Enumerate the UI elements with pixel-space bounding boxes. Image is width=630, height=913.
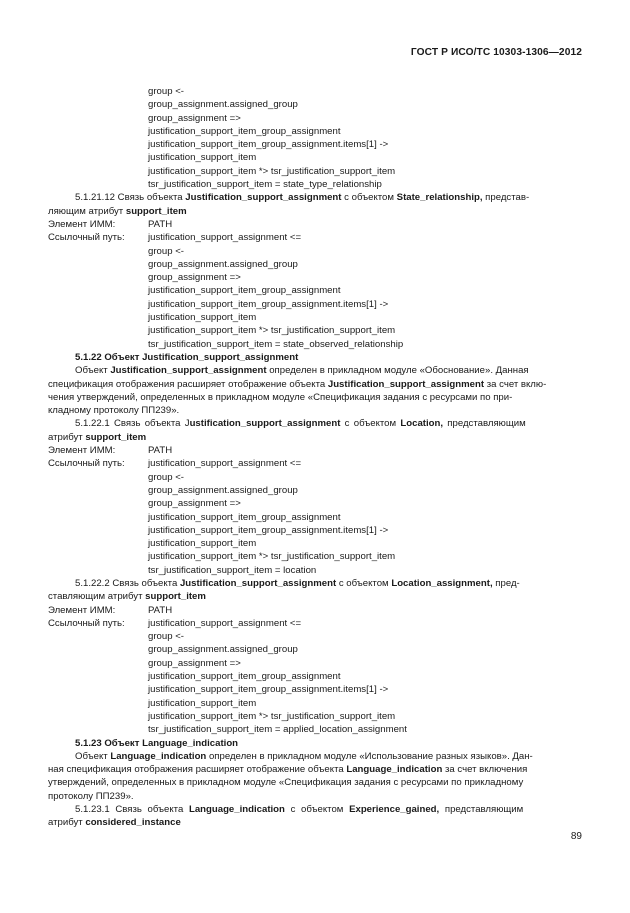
path-line: justification_support_item: [148, 312, 257, 324]
path-line: justification_support_item_group_assignment: [148, 125, 341, 137]
path-line: tsr_justification_support_item = location: [148, 564, 317, 576]
path-line: group_assignment =>: [148, 272, 241, 284]
reference-path-row: Ссылочный путь: justification_support_assignment <=: [48, 458, 302, 470]
path-line: group <-: [148, 86, 184, 97]
page-number: 89: [570, 831, 582, 842]
path-line: justification_support_item_group_assignment.items[1] ->: [148, 298, 389, 310]
path-line: group <-: [148, 631, 184, 643]
section-5-1-23-1: [48, 803, 584, 830]
path-line: justification_support_item_group_assignment: [148, 285, 341, 297]
paragraph-line: кладному протоколу ПП239».: [48, 405, 180, 417]
section-heading-line: атрибут considered_instance: [48, 817, 181, 829]
path-line: justification_support_item_group_assignment.items[1] ->: [148, 524, 389, 536]
path-line: group_assignment.assigned_group: [148, 99, 298, 111]
aim-element-row: Элемент ИММ: PATH: [48, 445, 173, 457]
path-line: justification_support_item: [148, 697, 257, 709]
path-line: group <-: [148, 245, 184, 257]
paragraph-line: чения утверждений, определенных в прикладном модуле «Спецификация задания с ресурсами по при-: [48, 391, 513, 403]
path-line: group_assignment.assigned_group: [148, 644, 298, 656]
path-line: group_assignment.assigned_group: [148, 484, 298, 496]
section-5-1-21-12: [48, 191, 584, 351]
section-title: 5.1.23 Объект Language_indication: [75, 737, 239, 749]
path-line: group_assignment =>: [148, 498, 241, 510]
aim-element-row: Элемент ИММ: PATH: [48, 218, 173, 230]
document-header: ГОСТ Р ИСО/ТС 10303-1306—2012: [410, 47, 582, 58]
paragraph-line: Объект Justification_support_assignment определен в прикладном модуле «Обоснование». Данная: [75, 365, 529, 377]
paragraph-line: Объект Language_indication определен в прикладном модуле «Использование разных языков». Дан-: [75, 750, 533, 762]
section-heading-line: ляющим атрибут support_item: [48, 205, 187, 217]
paragraph-line: протоколу ПП239».: [48, 790, 134, 802]
paragraph-line: ная спецификация отображения расширяет отображение объекта Language_indication за счет включения: [48, 764, 528, 776]
section-heading-line: 5.1.22.2 Связь объекта Justification_support_assignment с объектом Location_assignment, пред-: [75, 577, 520, 589]
paragraph-line: утверждений, определенных в прикладном модуле «Спецификация задания с ресурсами по прикладному: [48, 777, 524, 789]
reference-path-row: Ссылочный путь: justification_support_assignment <=: [48, 232, 302, 244]
path-line: group_assignment =>: [148, 112, 241, 124]
path-line: justification_support_item *> tsr_justification_support_item: [148, 551, 396, 563]
path-line: tsr_justification_support_item = applied_location_assignment: [148, 724, 407, 736]
path-line: justification_support_item: [148, 152, 257, 164]
path-line: tsr_justification_support_item = state_type_relationship: [148, 179, 382, 191]
aim-element-row: Элемент ИММ: PATH: [48, 604, 173, 616]
section-heading-line: 5.1.23.1 Связь объекта Language_indication с объектом Experience_gained, представляющим: [75, 804, 524, 816]
path-line: justification_support_item_group_assignment: [148, 511, 341, 523]
page-content: [48, 85, 584, 830]
section-heading-line: атрибут support_item: [48, 431, 147, 443]
section-heading-line: 5.1.21.12 Связь объекта Justification_support_assignment с объектом State_relationship, представ-: [75, 192, 530, 204]
path-line: justification_support_item *> tsr_justification_support_item: [148, 325, 396, 337]
path-line: justification_support_item_group_assignment: [148, 671, 341, 683]
path-block-continued: [48, 85, 584, 191]
section-5-1-22-2: [48, 577, 584, 737]
path-line: justification_support_item *> tsr_justification_support_item: [148, 165, 396, 177]
section-heading-line: ставляющим атрибут support_item: [48, 591, 206, 603]
section-5-1-22: [48, 351, 584, 417]
path-line: group_assignment =>: [148, 657, 241, 669]
path-line: tsr_justification_support_item = state_observed_relationship: [148, 338, 404, 350]
section-5-1-22-1: [48, 417, 584, 577]
path-line: justification_support_item_group_assignment.items[1] ->: [148, 139, 389, 151]
section-5-1-23: [48, 737, 584, 803]
section-heading-line: 5.1.22.1 Связь объекта Justification_support_assignment с объектом Location, представляющим: [75, 418, 526, 430]
path-line: group_assignment.assigned_group: [148, 258, 298, 270]
path-line: justification_support_item: [148, 538, 257, 550]
path-line: justification_support_item_group_assignment.items[1] ->: [148, 684, 389, 696]
path-line: justification_support_item *> tsr_justification_support_item: [148, 710, 396, 722]
path-line: group <-: [148, 471, 184, 483]
paragraph-line: спецификация отображения расширяет отображение объекта Justification_support_assignment за счет вклю-: [48, 378, 547, 390]
reference-path-row: Ссылочный путь: justification_support_assignment <=: [48, 617, 302, 629]
section-title: 5.1.22 Объект Justification_support_assignment: [75, 351, 299, 363]
